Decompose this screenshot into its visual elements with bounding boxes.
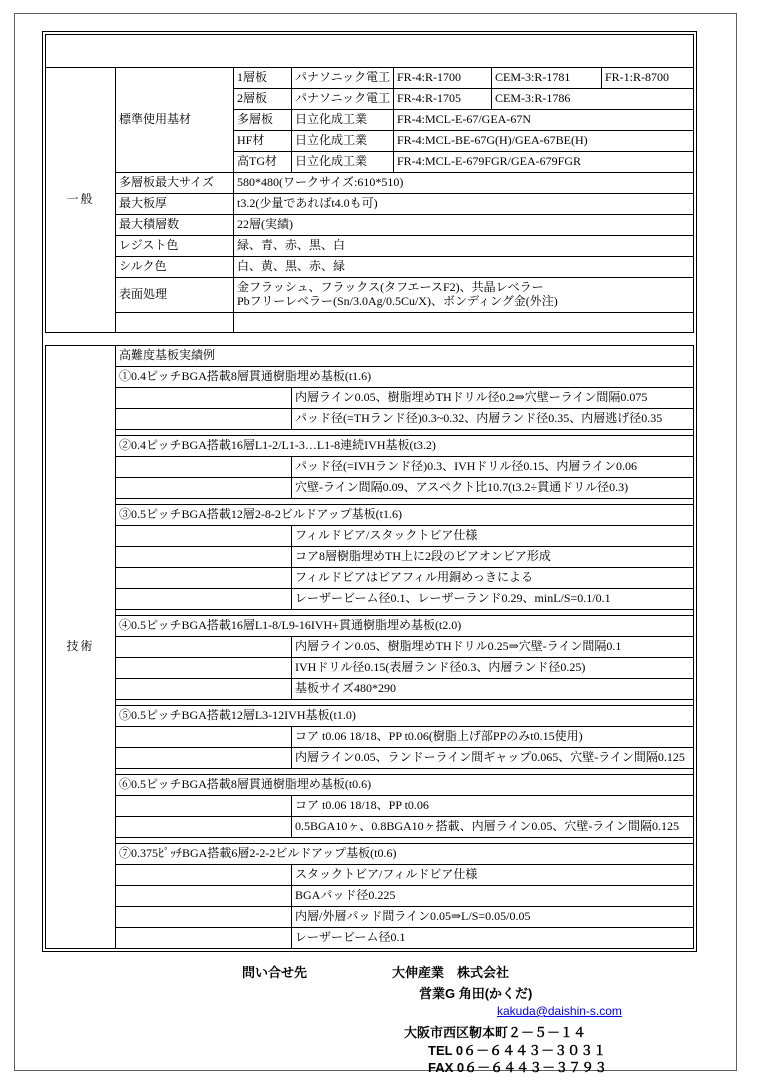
material-item: FR-4:R-1705 <box>394 89 492 110</box>
empty-cell <box>116 568 292 589</box>
empty-cell <box>116 907 292 928</box>
email-row <box>497 1004 622 1018</box>
empty-cell <box>116 637 292 658</box>
spec-value: 緑、青、赤、黒、白 <box>234 236 694 257</box>
spec-value: t3.2(少量であればt4.0も可) <box>234 194 694 215</box>
empty-header-row <box>46 35 694 68</box>
group-detail: 内層/外層パッド間ライン0.05⇒L/S=0.05/0.05 <box>292 907 694 928</box>
empty-cell <box>116 796 292 817</box>
spec-label: 表面処理 <box>116 278 234 313</box>
group-detail: 内層ライン0.05、ランドーライン間ギャップ0.065、穴壁-ライン間隔0.125 <box>292 748 694 769</box>
group-title: ④0.5ピッチBGA搭載16層L1-8/L9-16IVH+貫通樹脂埋め基板(t2.0) <box>116 616 694 637</box>
group-detail: BGAパッド径0.225 <box>292 886 694 907</box>
group-title: ③0.5ピッチBGA搭載12層2-8-2ビルドアップ基板(t1.6) <box>116 505 694 526</box>
material-item: FR-4:MCL-E-679FGR/GEA-679FGR <box>394 152 694 173</box>
group-detail: パッド径(=THランド径)0.3~0.32、内層ランド径0.35、内層逃げ径0.35 <box>292 409 694 430</box>
section-label-technology: 技術 <box>46 346 116 949</box>
empty-cell <box>116 679 292 700</box>
group-detail: 内層ライン0.05、樹脂埋めTHドリル径0.2⇒穴壁ーライン間隔0.075 <box>292 388 694 409</box>
spec-label: レジスト色 <box>116 236 234 257</box>
spec-value: 580*480(ワークサイズ:610*510) <box>234 173 694 194</box>
section-spacer <box>45 333 694 345</box>
group-detail: IVHドリル径0.15(表層ランド径0.3、内層ランド径0.25) <box>292 658 694 679</box>
empty-cell <box>116 388 292 409</box>
section-label-general: 一般 <box>46 68 116 333</box>
group-title: ①0.4ピッチBGA搭載8層貫通樹脂埋め基板(t1.6) <box>116 367 694 388</box>
fax-number: FAX 0６－６４４３－３７９３ <box>428 1060 608 1075</box>
empty-cell <box>116 727 292 748</box>
empty-cell <box>116 589 292 610</box>
empty-cell <box>116 886 292 907</box>
empty-cell <box>116 928 292 949</box>
email-link[interactable]: kakuda@daishin-s.com <box>497 1004 622 1018</box>
general-section-table <box>45 34 694 333</box>
contact-label: 問い合せ先 <box>242 965 308 980</box>
material-type: 1層板 <box>234 68 292 89</box>
material-item: FR-4:R-1700 <box>394 68 492 89</box>
technology-section-table <box>45 345 694 949</box>
group-detail: フィルドビア/スタックトビア仕様 <box>292 526 694 547</box>
empty-cell <box>116 526 292 547</box>
material-type: 2層板 <box>234 89 292 110</box>
group-detail: パッド径(=IVHランド径)0.3、IVHドリル径0.15、内層ライン0.06 <box>292 457 694 478</box>
group-detail: 穴壁-ライン間隔0.09、アスペクト比10.7(t3.2÷貫通ドリル径0.3) <box>292 478 694 499</box>
material-maker: 日立化成工業 <box>292 152 394 173</box>
material-maker: パナソニック電工 <box>292 68 394 89</box>
material-item: CEM-3:R-1786 <box>492 89 694 110</box>
group-detail: スタックトビア/フィルドビア仕様 <box>292 865 694 886</box>
empty-cell <box>116 457 292 478</box>
material-item: CEM-3:R-1781 <box>492 68 602 89</box>
spec-value <box>234 278 694 313</box>
group-detail: コア8層樹脂埋めTH上に2段のビアオンビア形成 <box>292 547 694 568</box>
spec-value: 22層(実績) <box>234 215 694 236</box>
empty-cell <box>116 409 292 430</box>
group-title: ⑦0.375ﾋﾟｯﾁBGA搭載6層2-2-2ビルドアップ基板(t0.6) <box>116 844 694 865</box>
empty-cell <box>116 817 292 838</box>
group-detail: レーザービーム径0.1、レーザーランド0.29、minL/S=0.1/0.1 <box>292 589 694 610</box>
spec-label: 多層板最大サイズ <box>116 173 234 194</box>
group-detail: コア t0.06 18/18、PP t0.06(樹脂上げ部PPのみt0.15使用) <box>292 727 694 748</box>
group-title: ②0.4ピッチBGA搭載16層L1-2/L1-3…L1-8連続IVH基板(t3.2) <box>116 436 694 457</box>
material-item: FR-1:R-8700 <box>602 68 694 89</box>
sales-contact: 営業G 角田(かくだ) <box>419 986 533 1001</box>
empty-cell <box>116 313 234 333</box>
empty-cell <box>116 865 292 886</box>
empty-cell <box>116 478 292 499</box>
group-detail: コア t0.06 18/18、PP t0.06 <box>292 796 694 817</box>
surface-finish-line-1: 金フラッシュ、フラックス(タフエースF2)、共晶レベラー <box>237 280 544 295</box>
surface-finish-line-2: Pbフリーレベラー(Sn/3.0Ag/0.5Cu/X)、ボンディング金(外注) <box>237 294 558 308</box>
material-maker: 日立化成工業 <box>292 110 394 131</box>
empty-cell <box>116 658 292 679</box>
company-name: 大伸産業 株式会社 <box>392 965 510 980</box>
group-title: ⑥0.5ピッチBGA搭載8層貫通樹脂埋め基板(t0.6) <box>116 775 694 796</box>
group-detail: 0.5BGA10ヶ、0.8BGA10ヶ搭載、内層ライン0.05、穴壁-ライン間隔0.125 <box>292 817 694 838</box>
spec-value: 白、黄、黒、赤、緑 <box>234 257 694 278</box>
group-detail: 基板サイズ480*290 <box>292 679 694 700</box>
material-item: FR-4:MCL-BE-67G(H)/GEA-67BE(H) <box>394 131 694 152</box>
technology-heading: 高難度基板実績例 <box>116 346 694 367</box>
empty-cell <box>234 313 694 333</box>
material-type: 高TG材 <box>234 152 292 173</box>
material-type: HF材 <box>234 131 292 152</box>
spec-sheet-table <box>42 31 697 952</box>
group-detail: 内層ライン0.05、樹脂埋めTHドリル0.25⇒穴壁-ライン間隔0.1 <box>292 637 694 658</box>
material-maker: パナソニック電工 <box>292 89 394 110</box>
group-title: ⑤0.5ピッチBGA搭載12層L3-12IVH基板(t1.0) <box>116 706 694 727</box>
empty-cell <box>116 547 292 568</box>
spec-label: 最大積層数 <box>116 215 234 236</box>
material-item: FR-4:MCL-E-67/GEA-67N <box>394 110 694 131</box>
material-maker: 日立化成工業 <box>292 131 394 152</box>
spec-label: シルク色 <box>116 257 234 278</box>
material-type: 多層板 <box>234 110 292 131</box>
tel-number: TEL 0６－６４４３－３０３１ <box>428 1043 607 1058</box>
group-detail: フィルドビアはビアフィル用銅めっきによる <box>292 568 694 589</box>
materials-label: 標準使用基材 <box>116 68 234 173</box>
company-address: 大阪市西区靭本町２－５－１４ <box>404 1025 587 1040</box>
spec-label: 最大板厚 <box>116 194 234 215</box>
group-detail: レーザービーム径0.1 <box>292 928 694 949</box>
empty-cell <box>116 748 292 769</box>
